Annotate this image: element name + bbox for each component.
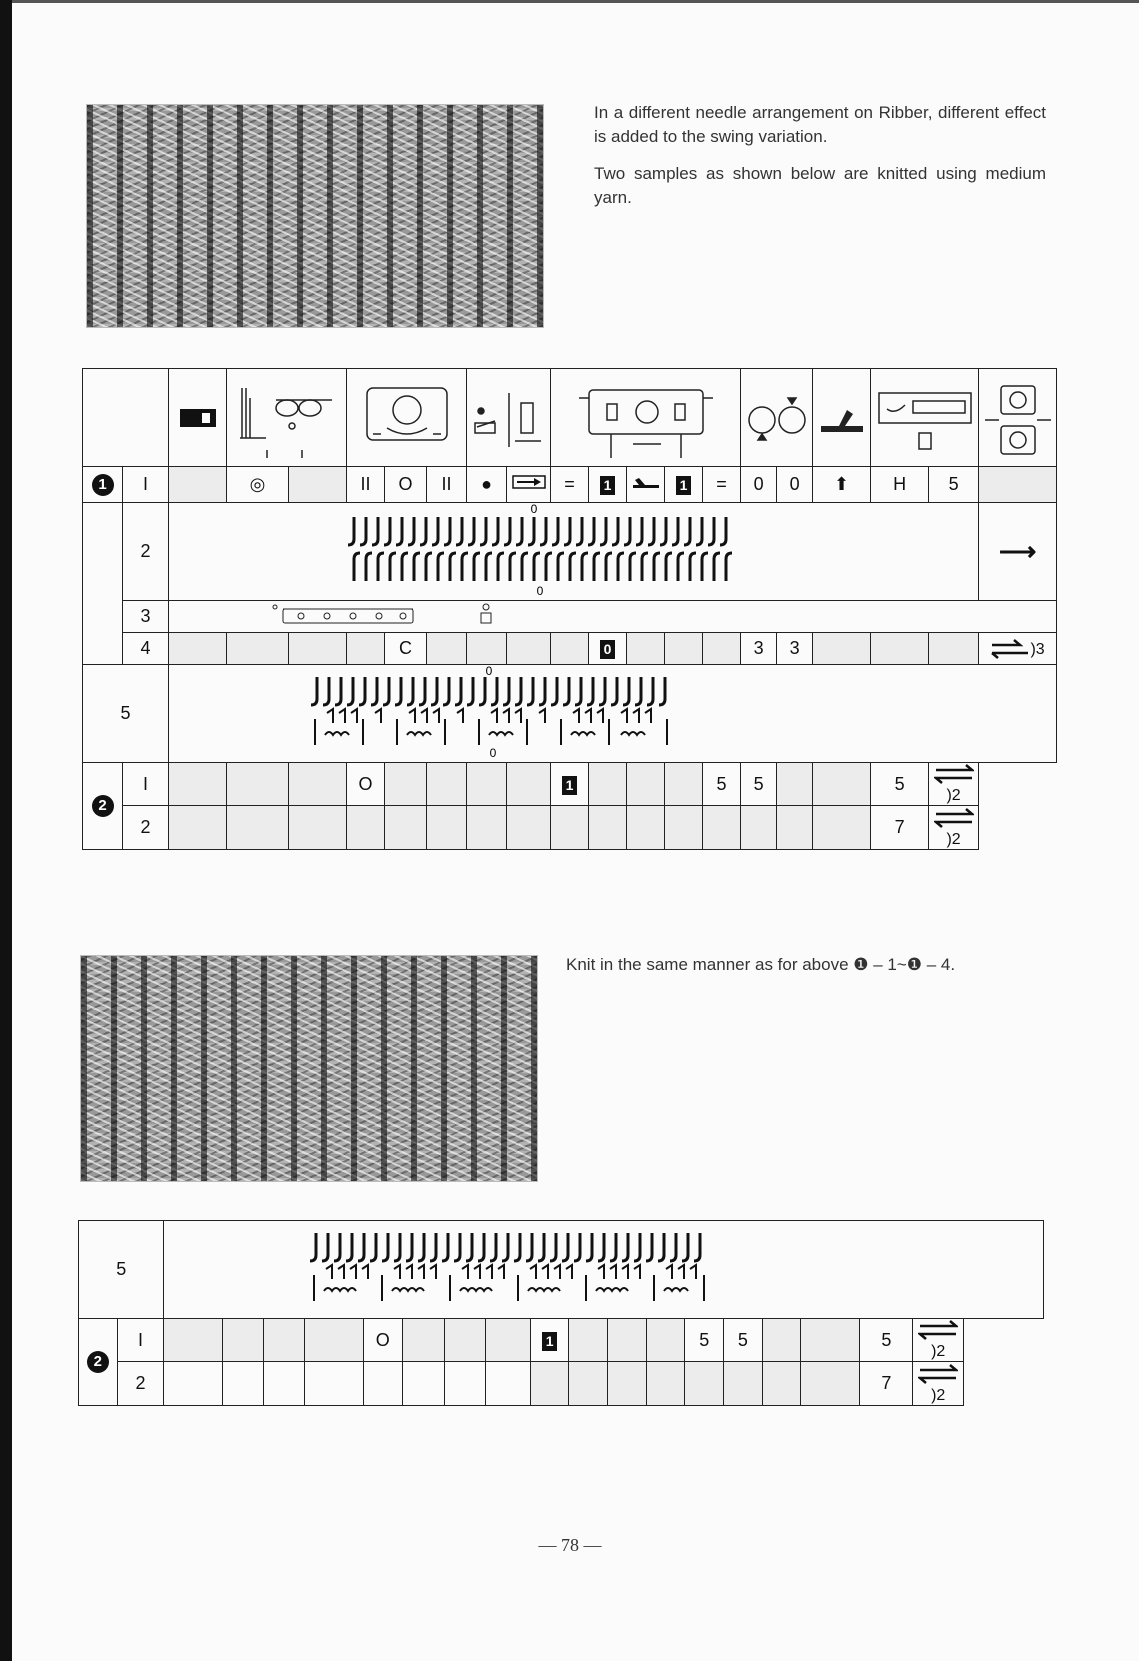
needle-zero-bottom: 0 bbox=[536, 584, 543, 595]
cell bbox=[801, 1362, 860, 1405]
ribber-dial-icon bbox=[347, 369, 467, 467]
cell-setting: 0 bbox=[777, 467, 813, 503]
cell bbox=[507, 633, 551, 665]
cell bbox=[627, 633, 665, 665]
cell bbox=[703, 633, 741, 665]
cell-arrow-box bbox=[507, 467, 551, 503]
direction-arrow-cell bbox=[979, 503, 1057, 601]
cell bbox=[589, 806, 627, 849]
row-label-3: 3 bbox=[123, 601, 169, 633]
double-arrow-icon bbox=[918, 1320, 958, 1340]
row-label-s2-2: 2 bbox=[123, 806, 169, 849]
cell-setting: ⬆ bbox=[813, 467, 871, 503]
cell-setting: 5 bbox=[871, 763, 929, 806]
cell bbox=[486, 1362, 531, 1405]
cell bbox=[347, 633, 385, 665]
cell bbox=[169, 763, 227, 806]
cell bbox=[169, 633, 227, 665]
cell bbox=[724, 1362, 763, 1405]
cell-setting: C bbox=[385, 633, 427, 665]
cell bbox=[223, 1362, 264, 1405]
cell bbox=[227, 763, 289, 806]
needle-zero-top: 0 bbox=[530, 503, 537, 516]
cell bbox=[551, 633, 589, 665]
cell-setting: 5 bbox=[741, 763, 777, 806]
cell bbox=[929, 633, 979, 665]
cell-setting: 3 bbox=[777, 633, 813, 665]
cell bbox=[665, 806, 703, 849]
toggle-switch-icon bbox=[169, 369, 227, 467]
cell bbox=[304, 1362, 363, 1405]
row-label-4: 4 bbox=[123, 633, 169, 665]
pressure-foot-icon bbox=[467, 369, 551, 467]
cell bbox=[363, 1362, 402, 1405]
cell-setting-box: 1 bbox=[551, 763, 589, 806]
double-arrow-icon bbox=[918, 1364, 958, 1384]
cell-setting: 5 bbox=[685, 1319, 724, 1362]
cell bbox=[486, 1319, 531, 1362]
section-1-span bbox=[83, 503, 123, 665]
row-label-5: 5 bbox=[79, 1221, 164, 1319]
cell-setting: = bbox=[703, 467, 741, 503]
cell-setting: 5 bbox=[860, 1319, 913, 1362]
cell bbox=[813, 633, 871, 665]
cell bbox=[445, 1362, 486, 1405]
cell-setting-box: 1 bbox=[665, 467, 703, 503]
top-rule bbox=[12, 0, 1139, 3]
knit-sample-photo-1 bbox=[86, 104, 544, 328]
cell-setting: H bbox=[871, 467, 929, 503]
cell bbox=[445, 1319, 486, 1362]
cell-setting: ● bbox=[467, 467, 507, 503]
double-arrow-icon bbox=[934, 764, 974, 784]
cell bbox=[608, 1319, 647, 1362]
cell bbox=[223, 1319, 264, 1362]
page-edge-shadow bbox=[0, 0, 12, 1661]
cell bbox=[762, 1319, 801, 1362]
cell-setting-box: 1 bbox=[530, 1319, 569, 1362]
needle-diagram-swing bbox=[169, 665, 1057, 763]
page-number: — 78 — bbox=[538, 1535, 602, 1555]
cell-setting: O bbox=[385, 467, 427, 503]
row-label-s2-1: I bbox=[123, 763, 169, 806]
tension-dials-icon bbox=[741, 369, 813, 467]
cell bbox=[467, 763, 507, 806]
row-label-5: 5 bbox=[83, 665, 169, 763]
cell bbox=[227, 633, 289, 665]
section-2-marker: 2 bbox=[79, 1319, 118, 1406]
cell bbox=[665, 633, 703, 665]
cell bbox=[569, 1319, 608, 1362]
cell bbox=[627, 806, 665, 849]
cell-setting: II bbox=[427, 467, 467, 503]
cell bbox=[507, 763, 551, 806]
cell bbox=[741, 806, 777, 849]
cell bbox=[762, 1362, 801, 1405]
cell-setting: 5 bbox=[929, 467, 979, 503]
cell bbox=[169, 467, 227, 503]
cell bbox=[427, 763, 467, 806]
cell bbox=[264, 1319, 305, 1362]
cell bbox=[507, 806, 551, 849]
cell bbox=[227, 806, 289, 849]
cell-setting: ◎ bbox=[227, 467, 289, 503]
section-2-marker: 2 bbox=[83, 763, 123, 850]
cell bbox=[164, 1362, 223, 1405]
cell bbox=[777, 763, 813, 806]
cell bbox=[289, 806, 347, 849]
cell-setting: 7 bbox=[860, 1362, 913, 1405]
cell bbox=[467, 633, 507, 665]
cell bbox=[665, 763, 703, 806]
cell bbox=[871, 633, 929, 665]
cell bbox=[427, 633, 467, 665]
cell bbox=[385, 806, 427, 849]
repeat-cell: )2 bbox=[913, 1362, 964, 1405]
double-arrow-icon bbox=[934, 808, 974, 828]
cell bbox=[402, 1319, 445, 1362]
cell bbox=[777, 806, 813, 849]
cell bbox=[646, 1319, 685, 1362]
cell-setting-box: 1 bbox=[589, 467, 627, 503]
carriage-icon bbox=[551, 369, 741, 467]
repeat-cell: )3 bbox=[979, 633, 1057, 665]
row-label-1: I bbox=[123, 467, 169, 503]
section-1-marker: 1 bbox=[83, 467, 123, 503]
yarn-paragraph: Two samples as shown below are knitted using medium yarn. bbox=[594, 164, 1046, 207]
cell-setting: 3 bbox=[741, 633, 777, 665]
cell bbox=[979, 467, 1057, 503]
cell-setting: 0 bbox=[741, 467, 777, 503]
knitting-chart-1 bbox=[82, 368, 1057, 850]
needle-zero-bottom: 0 bbox=[489, 746, 497, 757]
weight-icon bbox=[813, 369, 871, 467]
right-arrow-icon: ⟶ bbox=[998, 536, 1037, 566]
same-manner-paragraph: Knit in the same manner as for above ❶ – 1~❶ – 4. bbox=[566, 955, 956, 974]
cell bbox=[289, 763, 347, 806]
cast-on-comb-cell bbox=[169, 601, 1057, 633]
cell bbox=[646, 1362, 685, 1405]
needle-diagram-swing-2 bbox=[164, 1221, 1044, 1319]
stitch-dial-icon bbox=[227, 369, 347, 467]
cell bbox=[289, 467, 347, 503]
cell bbox=[347, 806, 385, 849]
repeat-cell: )2 bbox=[929, 806, 979, 849]
cell-setting: = bbox=[551, 467, 589, 503]
row-label-2: 2 bbox=[123, 503, 169, 601]
row-label-s2-2: 2 bbox=[117, 1362, 164, 1405]
cell bbox=[627, 763, 665, 806]
needle-diagram-1x1 bbox=[169, 503, 979, 601]
knit-sample-photo-2 bbox=[80, 955, 538, 1182]
double-arrow-icon bbox=[990, 639, 1030, 659]
transfer-icon bbox=[979, 369, 1057, 467]
cell-setting: 5 bbox=[724, 1319, 763, 1362]
cell-lever-icon bbox=[627, 467, 665, 503]
cell-setting: O bbox=[347, 763, 385, 806]
cell bbox=[813, 763, 871, 806]
repeat-cell: )2 bbox=[913, 1319, 964, 1362]
cell-setting: 5 bbox=[703, 763, 741, 806]
cell bbox=[402, 1362, 445, 1405]
cell bbox=[164, 1319, 223, 1362]
cell bbox=[427, 806, 467, 849]
cell bbox=[685, 1362, 724, 1405]
lace-carriage-icon bbox=[871, 369, 979, 467]
cell bbox=[467, 806, 507, 849]
cell-setting-box: 0 bbox=[589, 633, 627, 665]
cell bbox=[551, 806, 589, 849]
cell bbox=[530, 1362, 569, 1405]
cell bbox=[289, 633, 347, 665]
cell-setting: 7 bbox=[871, 806, 929, 849]
header-blank bbox=[83, 369, 169, 467]
cell-setting: II bbox=[347, 467, 385, 503]
cell bbox=[385, 763, 427, 806]
cell bbox=[304, 1319, 363, 1362]
cell bbox=[169, 806, 227, 849]
cell bbox=[608, 1362, 647, 1405]
intro-paragraph: In a different needle arrangement on Ribber, different effect is added to the swing variation. bbox=[594, 103, 1046, 146]
cell bbox=[589, 763, 627, 806]
repeat-cell: )2 bbox=[929, 763, 979, 806]
cell bbox=[813, 806, 871, 849]
knitting-chart-2 bbox=[78, 1220, 1044, 1406]
cell-setting: O bbox=[363, 1319, 402, 1362]
needle-zero-top: 0 bbox=[485, 665, 493, 678]
cell bbox=[569, 1362, 608, 1405]
cell bbox=[801, 1319, 860, 1362]
cell bbox=[703, 806, 741, 849]
cell bbox=[264, 1362, 305, 1405]
row-label-s2-1: I bbox=[117, 1319, 164, 1362]
